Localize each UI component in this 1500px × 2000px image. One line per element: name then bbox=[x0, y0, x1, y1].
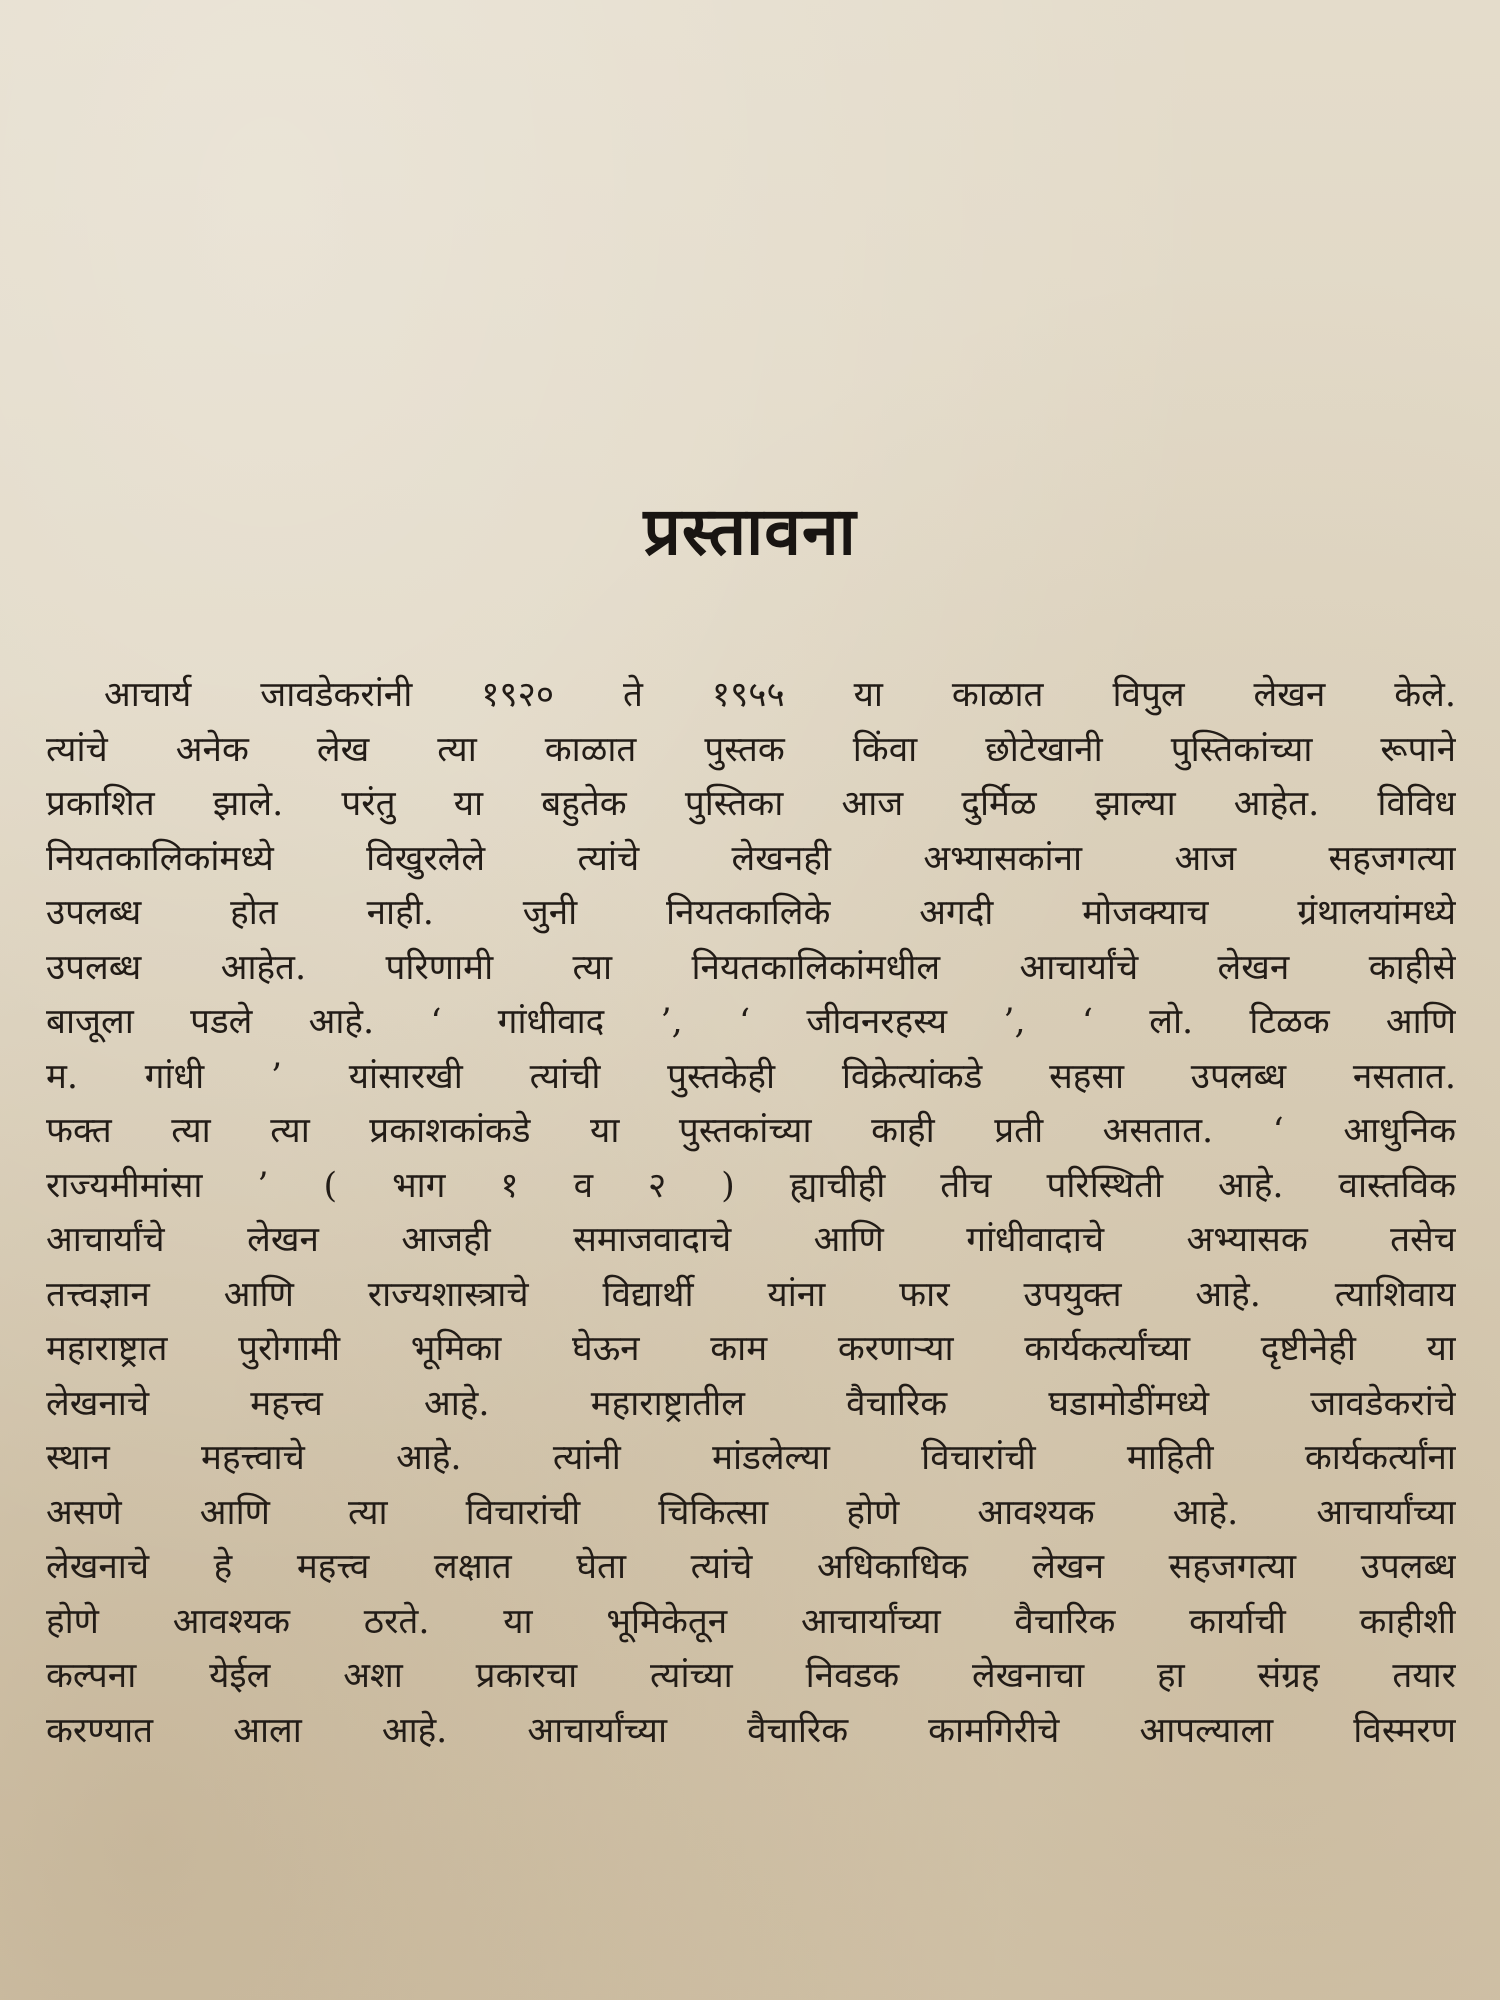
paragraph-line: नियतकालिकांमध्ये विखुरलेले त्यांचे लेखनही अभ्यासकांना आज सहजगत्या bbox=[46, 838, 1456, 879]
paragraph-line: लेखनाचे महत्त्व आहे. महाराष्ट्रातील वैचारिक घडामोडींमध्ये जावडेकरांचे bbox=[46, 1383, 1456, 1424]
page-title: प्रस्तावना bbox=[643, 493, 857, 570]
paragraph-line: तत्त्वज्ञान आणि राज्यशास्त्राचे विद्यार्थी यांना फार उपयुक्त आहे. त्याशिवाय bbox=[46, 1274, 1456, 1315]
paragraph-line: लेखनाचे हे महत्त्व लक्षात घेता त्यांचे अधिकाधिक लेखन सहजगत्या उपलब्ध bbox=[46, 1547, 1456, 1587]
paragraph-line: राज्यमीमांसा ’ ( भाग १ व २ ) ह्याचीही तीच परिस्थिती आहे. वास्तविक bbox=[46, 1165, 1456, 1206]
paragraph-line: बाजूला पडले आहे. ‘ गांधीवाद ’, ‘ जीवनरहस्य ’, ‘ लो. टिळक आणि bbox=[46, 1002, 1456, 1042]
paragraph-line: कल्पना येईल अशा प्रकारचा त्यांच्या निवडक लेखनाचा हा संग्रह तयार bbox=[46, 1656, 1456, 1696]
paragraph-line: होणे आवश्यक ठरते. या भूमिकेतून आचार्यांच्या वैचारिक कार्याची काहीशी bbox=[46, 1601, 1456, 1642]
paragraph-line: आचार्य जावडेकरांनी १९२० ते १९५५ या काळात विपुल लेखन केले. bbox=[104, 675, 1456, 715]
paragraph-line: फक्त त्या त्या प्रकाशकांकडे या पुस्तकांच्या काही प्रती असतात. ‘ आधुनिक bbox=[46, 1111, 1456, 1151]
preface-paragraph bbox=[46, 668, 1456, 1758]
paragraph-line: स्थान महत्त्वाचे आहे. त्यांनी मांडलेल्या विचारांची माहिती कार्यकर्त्यांना bbox=[46, 1438, 1456, 1478]
paragraph-line: उपलब्ध आहेत. परिणामी त्या नियतकालिकांमधील आचार्यांचे लेखन काहीसे bbox=[46, 947, 1456, 988]
paragraph-line: उपलब्ध होत नाही. जुनी नियतकालिके अगदी मोजक्याच ग्रंथालयांमध्ये bbox=[46, 893, 1456, 933]
paragraph-line: महाराष्ट्रात पुरोगामी भूमिका घेऊन काम करणाऱ्या कार्यकर्त्यांच्या दृष्टीनेही या bbox=[46, 1329, 1456, 1369]
paragraph-line: प्रकाशित झाले. परंतु या बहुतेक पुस्तिका आज दुर्मिळ झाल्या आहेत. विविध bbox=[46, 784, 1456, 824]
paragraph-line: म. गांधी ’ यांसारखी त्यांची पुस्तकेही विक्रेत्यांकडे सहसा उपलब्ध नसतात. bbox=[46, 1056, 1456, 1097]
paragraph-line: असणे आणि त्या विचारांची चिकित्सा होणे आवश्यक आहे. आचार्यांच्या bbox=[46, 1492, 1456, 1533]
paragraph-line: त्यांचे अनेक लेख त्या काळात पुस्तक किंवा छोटेखानी पुस्तिकांच्या रूपाने bbox=[46, 729, 1456, 770]
paragraph-line: करण्यात आला आहे. आचार्यांच्या वैचारिक कामगिरीचे आपल्याला विस्मरण bbox=[46, 1710, 1456, 1751]
paragraph-line: आचार्यांचे लेखन आजही समाजवादाचे आणि गांधीवादाचे अभ्यासक तसेच bbox=[46, 1220, 1456, 1260]
